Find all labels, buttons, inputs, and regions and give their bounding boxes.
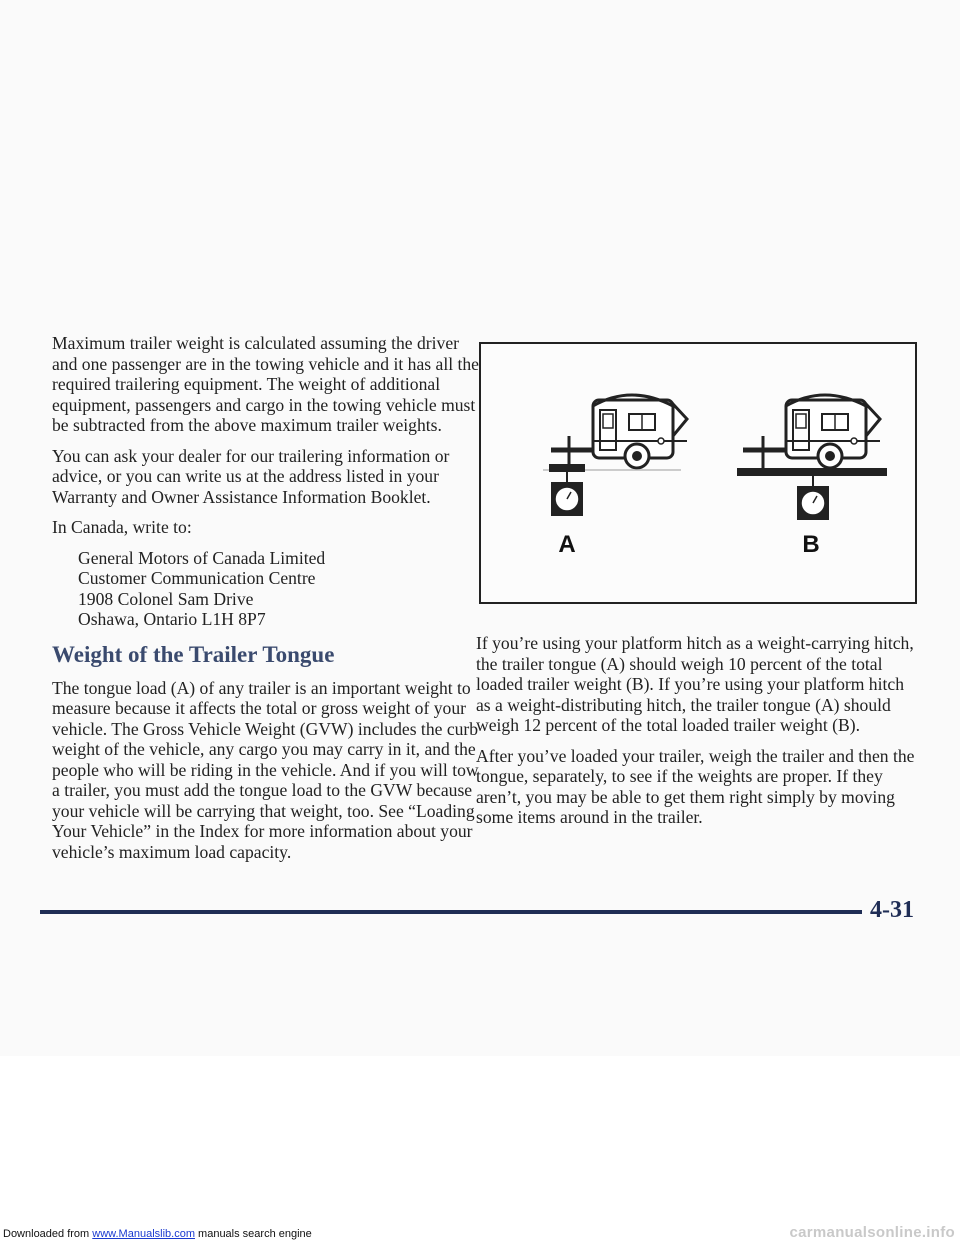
- footer-suffix: manuals search engine: [194, 1228, 312, 1240]
- paragraph-max-trailer-weight: Maximum trailer weight is calculated assuming the driver and one passenger are in the towing vehicle and it has all the required trailering equipment. The weight of additional equipment, passengers and cargo in the towing vehicle must be subtracted from the above maximum trailer weights.: [52, 333, 479, 435]
- left-column: [52, 333, 482, 872]
- page-number: 4-31: [870, 897, 914, 923]
- watermark: carmanualsonline.info: [789, 1224, 955, 1241]
- platform: [737, 468, 887, 476]
- address-line: General Motors of Canada Limited: [78, 547, 326, 568]
- address-line: 1908 Colonel Sam Drive: [78, 588, 254, 609]
- manualslib-link[interactable]: www.Manualslib.com: [92, 1228, 195, 1240]
- paragraph-canada: In Canada, write to:: [52, 517, 192, 537]
- footer-rule: [40, 910, 862, 914]
- figure-label-a: A: [558, 531, 576, 558]
- section-heading: Weight of the Trailer Tongue: [52, 641, 335, 667]
- figure-label-b: B: [802, 531, 820, 558]
- right-column: [476, 633, 916, 838]
- trailer-weighing-figure: [479, 342, 917, 604]
- mailing-address: [78, 548, 482, 630]
- download-footer: [3, 1228, 312, 1240]
- paragraph-dealer-info: You can ask your dealer for our trailering information or advice, or you can write us at the address listed in your Warranty and Owner Assistance Information Booklet.: [52, 445, 450, 507]
- trailer-illustration: [481, 344, 915, 602]
- address-line: Oshawa, Ontario L1H 8P7: [78, 609, 266, 629]
- trailer-b-diagram: [737, 395, 887, 520]
- footer-prefix: Downloaded from: [3, 1228, 93, 1240]
- paragraph-tongue-load: The tongue load (A) of any trailer is an important weight to measure because it affects the total or gross weight of your vehicle. The Gross Vehicle Weight (GVW) includes the curb weight of the vehicle, any cargo you may carry in it, and the people who will be riding in the vehicle. And if you will tow a trailer, you must add the tongue load to the GVW because your vehicle will be carrying that weight, too. See “Loading Your Vehicle” in the Index for more information about your vehicle’s maximum load capacity.: [52, 677, 479, 862]
- address-line: Customer Communication Centre: [78, 568, 316, 588]
- trailer-a-diagram: [543, 395, 687, 516]
- paragraph-platform-hitch: If you’re using your platform hitch as a weight-carrying hitch, the trailer tongue (A) should weigh 10 percent of the total loaded trailer weight (B). If you’re using your platform hitch as a weight-distributing hitch, the trailer tongue (A) should weigh 12 percent of the total loaded trailer weight (B).: [476, 633, 914, 735]
- paragraph-weigh-trailer: After you’ve loaded your trailer, weigh the trailer and then the tongue, separately, to see if the weights are proper. If they aren’t, you may be able to get them right simply by moving some items around in the trailer.: [476, 745, 915, 827]
